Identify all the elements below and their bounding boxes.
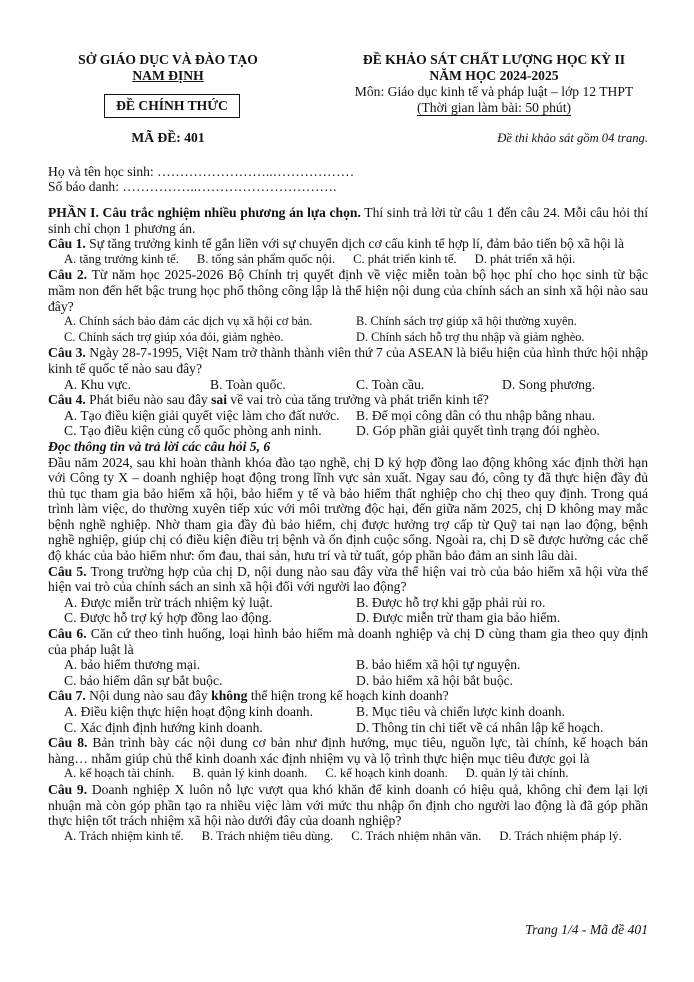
question-7 (48, 688, 648, 704)
page-footer: Trang 1/4 - Mã đề 401 (525, 922, 648, 937)
options-q7 (48, 704, 648, 735)
department-province: NAM ĐỊNH (132, 68, 204, 83)
options-q8 (48, 766, 648, 782)
option-a: A. Điều kiện thực hiện hoạt động kinh doanh. (64, 704, 313, 719)
question-6 (48, 626, 648, 657)
student-id-line: Số báo danh: ……………..…………………………. (48, 179, 337, 194)
question-number: Câu 8. (48, 735, 88, 751)
question-number: Câu 9. (48, 781, 88, 797)
reading-passage: Đầu năm 2024, sau khi hoàn thành khóa đào tạo nghề, chị D ký hợp đồng lao động không xác định thời hạn với Công ty X – doanh nghiệp hoạt động trong lĩnh vực sản xuất. Ngay sau đó, công ty đã thực hiện đầy đủ thủ tục tham gia bảo hiểm xã hội, bảo hiểm y tế và bảo hiểm thất nghiệp cho chị theo quy định. Trong quá trình làm việc, do thường xuyên tiếp xúc với môi trường độc hại, đến giữa năm 2025, chị D không may mắc bệnh nghề nghiệp. Nhờ tham gia đầy đủ bảo hiểm, chị được hưởng trợ cấp từ Quỹ tai nạn lao động, bệnh nghề nghiệp, giúp chị có điều kiện điều trị bệnh và ổn định cuộc sống. Ngoài ra, chị D sẽ được hưởng các chế độ khác của bảo hiểm như: ốm đau, thai sản, hưu trí và tử tuất, góp phần bảo đảm an sinh lâu dài. (48, 454, 648, 564)
pages-note: Đề thi khảo sát gồm 04 trang. (497, 131, 648, 145)
option-c: C. Chính sách trợ giúp xóa đói, giảm nghèo. (64, 329, 284, 344)
exam-title-block (318, 52, 670, 116)
options-q4 (48, 408, 648, 439)
section-title: PHẦN I. Câu trắc nghiệm nhiều phương án lựa chọn. (48, 205, 361, 220)
option-c: C. bảo hiểm dân sự bắt buộc. (64, 672, 223, 688)
option-c: C. Tạo điều kiện củng cố quốc phòng anh ninh. (64, 423, 322, 439)
question-text: Từ năm học 2025-2026 Bộ Chính trị quyết định về việc miễn toàn bộ học phí cho học sinh từ bậc mầm non đến hết bậc trung học phổ thông công lập là thể hiện nội dung của chính sách an sinh xã hội nào sau đây? (48, 267, 648, 314)
option-d: D. bảo hiểm xã hội bắt buộc. (356, 672, 514, 688)
section-instruction: Thí sinh trả lời từ câu 1 đến câu 24. Mỗi câu hỏi thí sinh chỉ chọn 1 phương án. (48, 205, 649, 236)
option-b: B. tổng sản phẩm quốc nội. (196, 251, 336, 266)
options-q5 (48, 595, 648, 626)
question-text-pre: Phát biểu nào sau đây (85, 392, 212, 408)
question-1 (48, 236, 648, 252)
option-a: A. Được miễn trừ trách nhiệm kỷ luật. (64, 594, 273, 610)
options-q9 (48, 829, 648, 845)
option-d: D. Song phương. (502, 376, 596, 392)
question-number: Câu 7. (48, 688, 86, 704)
question-text: Doanh nghiệp X luôn nỗ lực vượt qua khó khăn để kinh doanh có hiệu quả, không chỉ đem lại lợi nhuận mà còn góp phần tạo ra nhiều việc làm với mức thu nhập ổn định cho người lao động là đã góp phần thực hiện tốt trách nhiệm xã hội nào dưới đây của doanh nghiệp? (48, 781, 648, 829)
option-b: B. Chính sách trợ giúp xã hội thường xuyên. (356, 314, 577, 329)
questions-area (48, 205, 648, 844)
option-b: B. Để mọi công dân có thu nhập bằng nhau. (356, 407, 595, 423)
question-text: Sự tăng trưởng kinh tế gắn liền với sự chuyển dịch cơ cấu kinh tế hợp lí, đảm bảo tiến bộ xã hội là (85, 236, 625, 252)
option-c: C. Được hỗ trợ ký hợp đồng lao động. (64, 610, 272, 626)
question-5 (48, 564, 648, 595)
question-text: Ngày 28-7-1995, Việt Nam trở thành thành viên thứ 7 của ASEAN là biểu hiện của hình thức hội nhập kinh tế quốc tế nào sau đây? (48, 345, 648, 376)
exam-code: MÃ ĐỀ: 401 (131, 130, 205, 145)
question-3 (48, 345, 648, 376)
option-a: A. Khu vực. (64, 376, 132, 392)
official-stamp-box: ĐỀ CHÍNH THỨC (104, 94, 240, 118)
option-c: C. Trách nhiệm nhân văn. (351, 828, 482, 843)
question-text-post: về vai trò của tăng trưởng và phát triển kinh tế? (227, 392, 489, 408)
question-number: Câu 4. (48, 392, 86, 408)
option-d: D. Chính sách hỗ trợ thu nhập và giảm nghèo. (356, 329, 585, 344)
option-c: C. Toàn cầu. (356, 376, 425, 392)
question-2 (48, 267, 648, 314)
option-a: A. kế hoạch tài chính. (64, 766, 175, 781)
question-number: Câu 3. (48, 345, 86, 361)
student-name-line: Họ và tên học sinh: ……………………..……………… (48, 164, 355, 179)
question-text: Trong trường hợp của chị D, nội dung nào sau đây vừa thể hiện vai trò của bảo hiểm xã hội vừa thể hiện vai trò của chính sách an sinh xã hội đối với người lao động? (48, 563, 648, 595)
option-c: C. kế hoạch kinh doanh. (325, 766, 448, 781)
option-d: D. phát triển xã hội. (474, 251, 576, 266)
department-block (48, 52, 288, 84)
options-q3 (48, 377, 648, 393)
option-b: B. quản lý kinh doanh. (192, 766, 308, 781)
question-text: Bản trình bày các nội dung cơ bản như định hướng, mục tiêu, nguồn lực, tài chính, kế hoạch bán hàng… nhằm giúp chủ thể kinh doanh xác định nhiệm vụ và lộ trình thực hiện mục tiêu được gọi là (48, 735, 648, 766)
department-name: SỞ GIÁO DỤC VÀ ĐÀO TẠO (78, 52, 258, 67)
option-d: D. quản lý tài chính. (465, 766, 569, 781)
option-d: D. Trách nhiệm pháp lý. (499, 828, 622, 843)
exam-title: ĐỀ KHẢO SÁT CHẤT LƯỢNG HỌC KỲ II (362, 52, 626, 67)
options-q2 (48, 314, 648, 345)
option-b: B. Mục tiêu và chiến lược kinh doanh. (356, 704, 565, 719)
option-c: C. Xác định định hướng kinh doanh. (64, 719, 263, 735)
question-text-pre: Nội dung nào sau đây (85, 688, 212, 704)
option-d: D. Góp phần giải quyết tình trạng đói nghèo. (356, 423, 600, 439)
reading-title: Đọc thông tin và trả lời các câu hỏi 5, 6 (48, 438, 271, 454)
question-text-post: thể hiện trong kế hoạch kinh doanh? (247, 688, 449, 704)
subject-line: Môn: Giáo dục kinh tế và pháp luật – lớp 12 THPT (354, 84, 634, 99)
option-a: A. Chính sách bảo đảm các dịch vụ xã hội cơ bản. (64, 314, 313, 329)
option-a: A. tăng trưởng kinh tế. (64, 251, 179, 266)
option-a: A. Trách nhiệm kinh tế. (64, 828, 184, 843)
question-text: Căn cứ theo tình huống, loại hình bảo hiểm mà doanh nghiệp và chị D cùng tham gia theo quy định của pháp luật là (48, 626, 648, 657)
option-d: D. Được miễn trừ tham gia bảo hiểm. (356, 610, 561, 626)
question-number: Câu 2. (48, 267, 88, 283)
time-limit: (Thời gian làm bài: 50 phút) (416, 100, 572, 115)
option-b: B. Được hỗ trợ khi gặp phải rủi ro. (356, 594, 546, 610)
option-a: A. bảo hiểm thương mại. (64, 657, 201, 673)
option-a: A. Tạo điều kiện giải quyết việc làm cho đất nước. (64, 407, 340, 423)
school-year: NĂM HỌC 2024-2025 (429, 68, 559, 83)
section-heading (48, 205, 648, 236)
question-number: Câu 5. (48, 563, 87, 579)
question-9 (48, 782, 648, 829)
question-emphasis: không (211, 688, 248, 704)
question-number: Câu 1. (48, 236, 86, 252)
question-8 (48, 735, 648, 766)
question-4 (48, 392, 648, 408)
options-q1 (48, 252, 648, 268)
options-q6 (48, 657, 648, 688)
option-b: B. Trách nhiệm tiêu dùng. (201, 828, 334, 843)
option-d: D. Thông tin chi tiết về cá nhân lập kế hoạch. (356, 719, 604, 735)
option-b: B. Toàn quốc. (210, 376, 286, 392)
question-number: Câu 6. (48, 626, 87, 642)
question-emphasis: sai (211, 392, 227, 408)
option-c: C. phát triển kinh tế. (353, 251, 457, 266)
option-b: B. bảo hiểm xã hội tự nguyện. (356, 657, 521, 673)
